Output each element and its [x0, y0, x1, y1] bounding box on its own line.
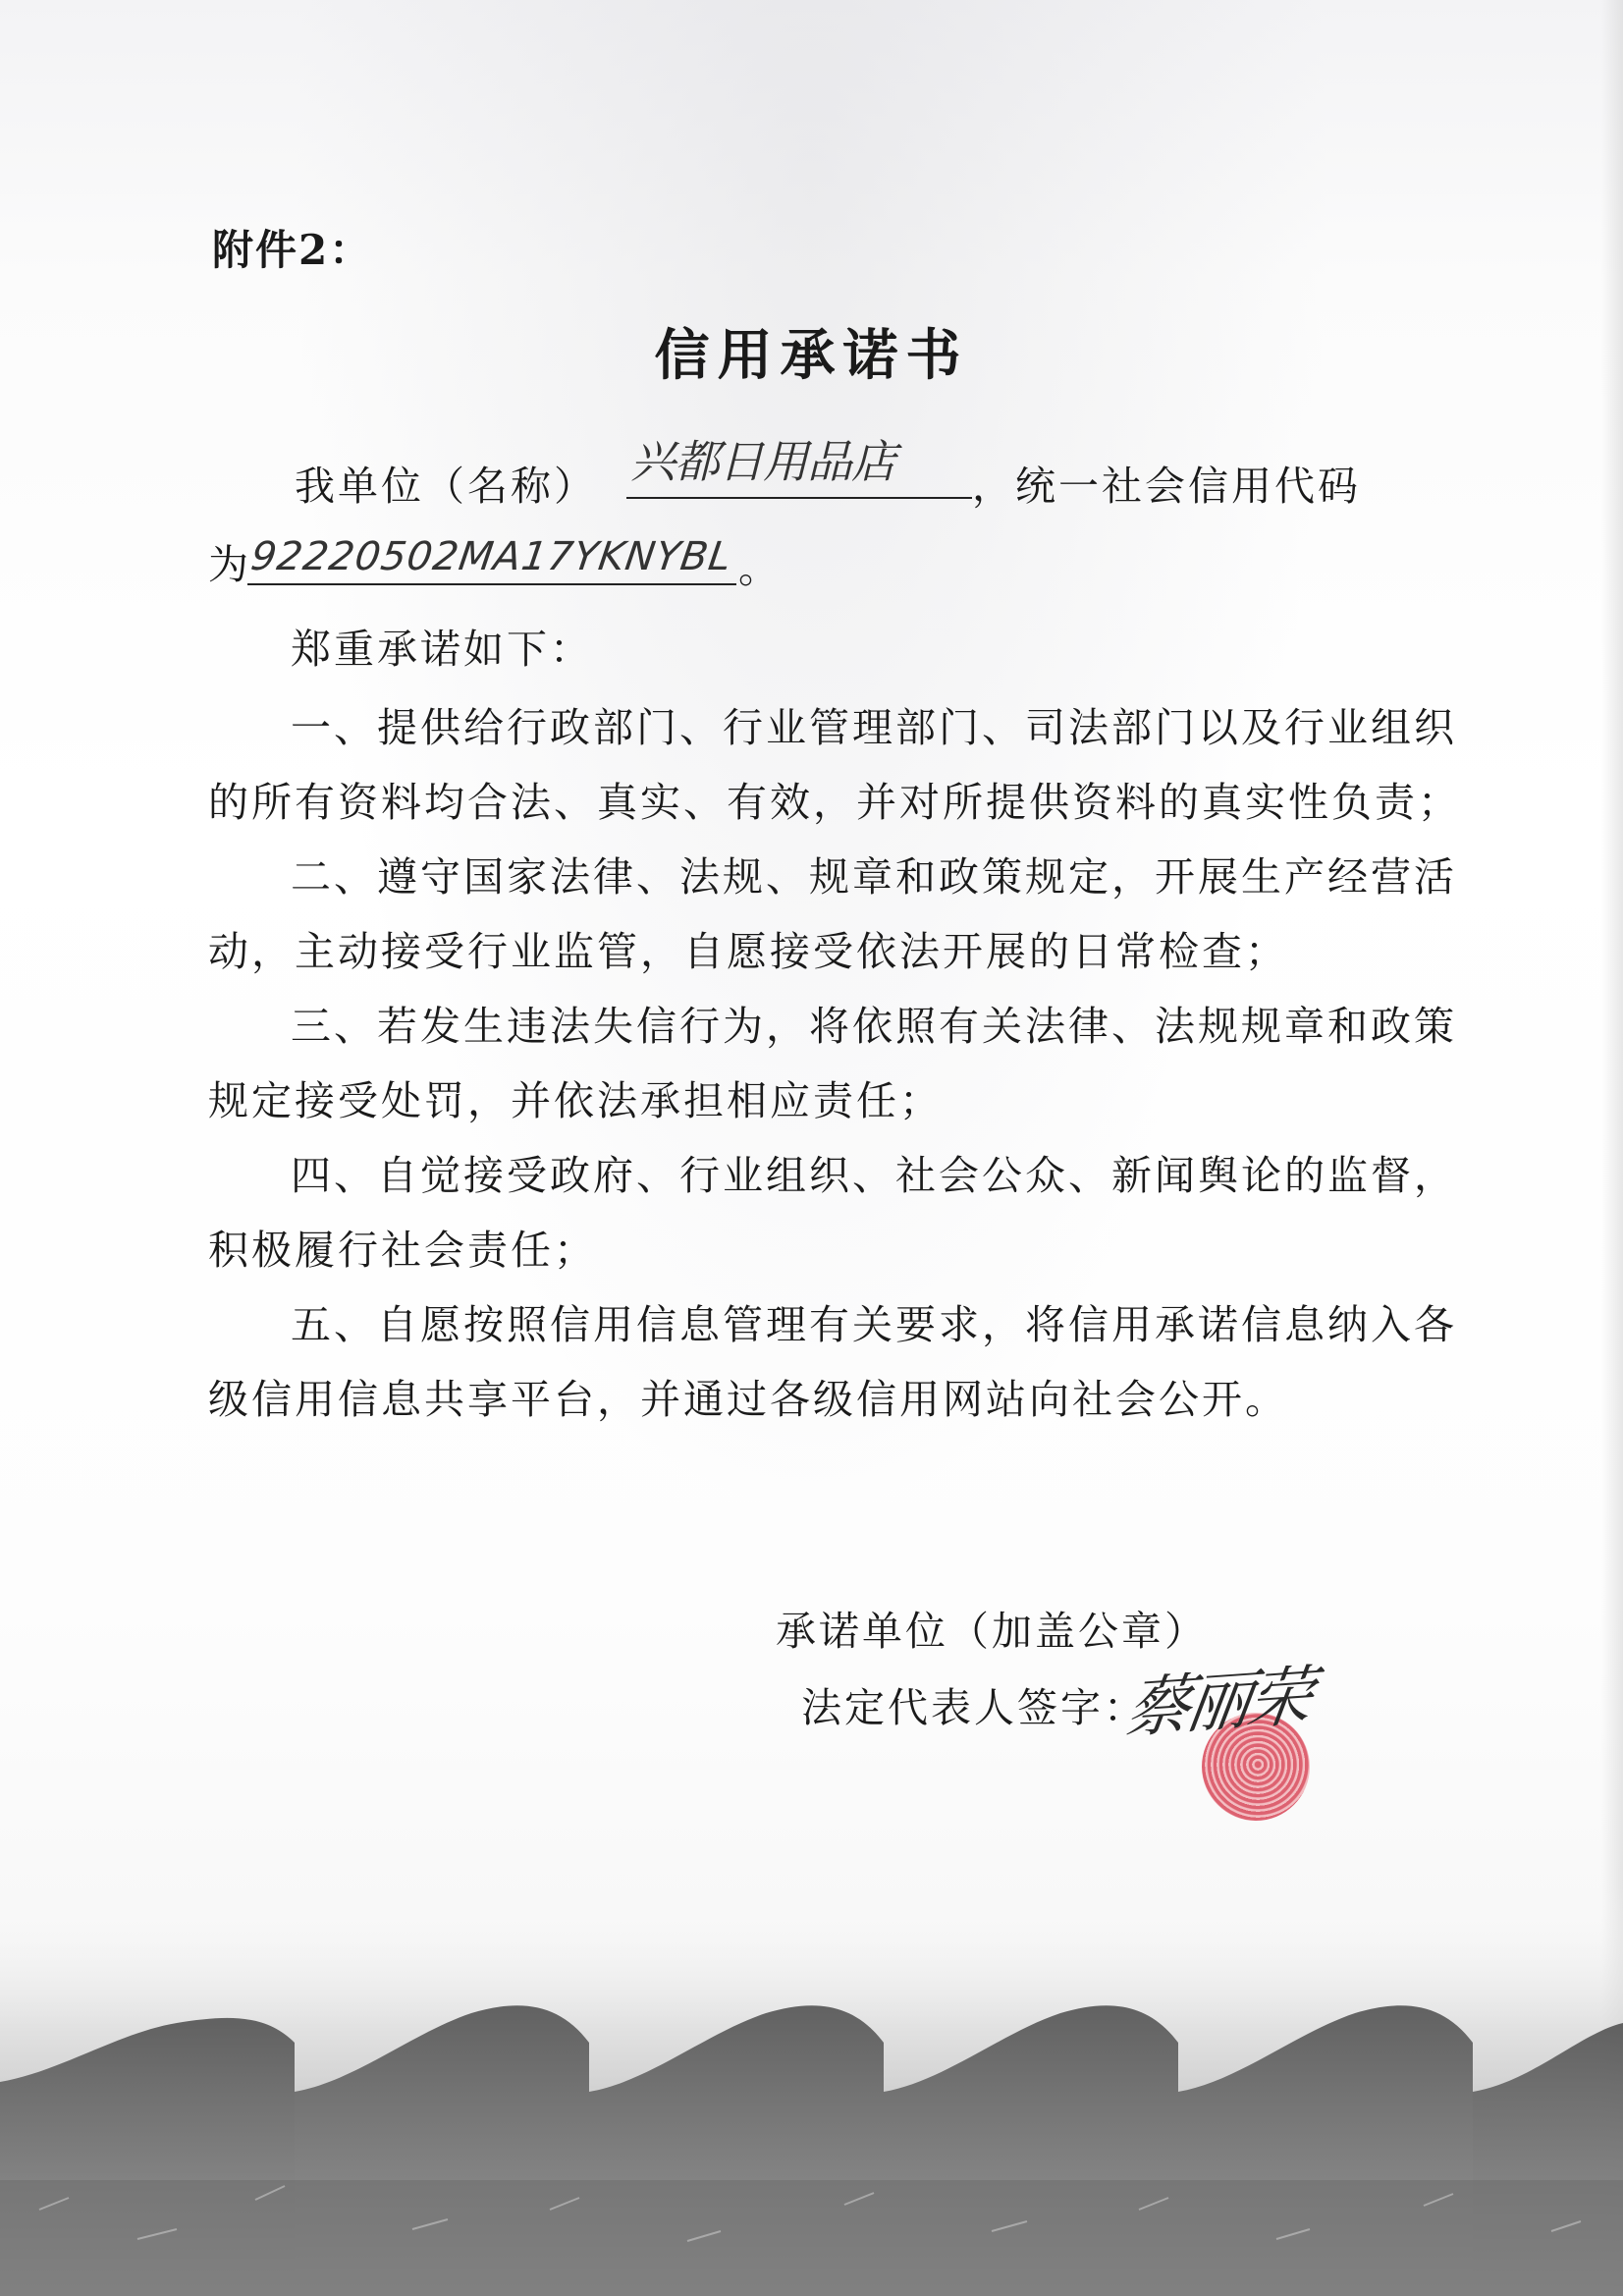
legal-rep-signature: 蔡丽荣	[1120, 1658, 1315, 1748]
commit-heading: 郑重承诺如下：	[291, 626, 593, 673]
item-3-line-2: 规定接受处罚，并依法承担相应责任；	[208, 1077, 943, 1124]
item-2-line-2: 动，主动接受行业监管，自愿接受依法开展的日常检查；	[208, 928, 1288, 975]
document-title: 信用承诺书	[654, 323, 969, 388]
decorative-wave-band	[0, 1886, 1623, 2296]
attachment-label: 附件2：	[212, 226, 373, 274]
intro-prefix: 我单位（名称）	[295, 463, 597, 510]
item-1-line-2: 的所有资料均合法、真实、有效，并对所提供资料的真实性负责；	[208, 779, 1461, 826]
item-5-line-2: 级信用信息共享平台，并通过各级信用网站向社会公开。	[208, 1376, 1288, 1423]
credit-code-field	[247, 520, 736, 585]
signature-area	[1119, 1640, 1394, 1836]
item-1-line-1: 一、提供给行政部门、行业管理部门、司法部门以及行业组织	[291, 704, 1457, 751]
promising-unit-label: 承诺单位（加盖公章）	[776, 1608, 1208, 1655]
item-4-line-2: 积极履行社会责任；	[208, 1227, 597, 1274]
unit-name-handwritten: 兴都日用品店	[630, 435, 895, 488]
credit-code-handwritten: 92220502MA17YKNYBL	[247, 534, 735, 579]
code-suffix: 。	[738, 545, 782, 592]
legal-rep-label: 法定代表人签字：	[801, 1684, 1147, 1731]
item-3-line-1: 三、若发生违法失信行为，将依照有关法律、法规规章和政策	[291, 1003, 1457, 1050]
item-5-line-1: 五、自愿按照信用信息管理有关要求，将信用承诺信息纳入各	[291, 1301, 1457, 1348]
intro-suffix: ，统一社会信用代码	[972, 463, 1361, 510]
unit-name-field	[626, 435, 972, 499]
item-4-line-1: 四、自觉接受政府、行业组织、社会公众、新闻舆论的监督，	[291, 1152, 1457, 1199]
code-prefix: 为	[208, 541, 251, 588]
item-2-line-1: 二、遵守国家法律、法规、规章和政策规定，开展生产经营活	[291, 853, 1457, 901]
